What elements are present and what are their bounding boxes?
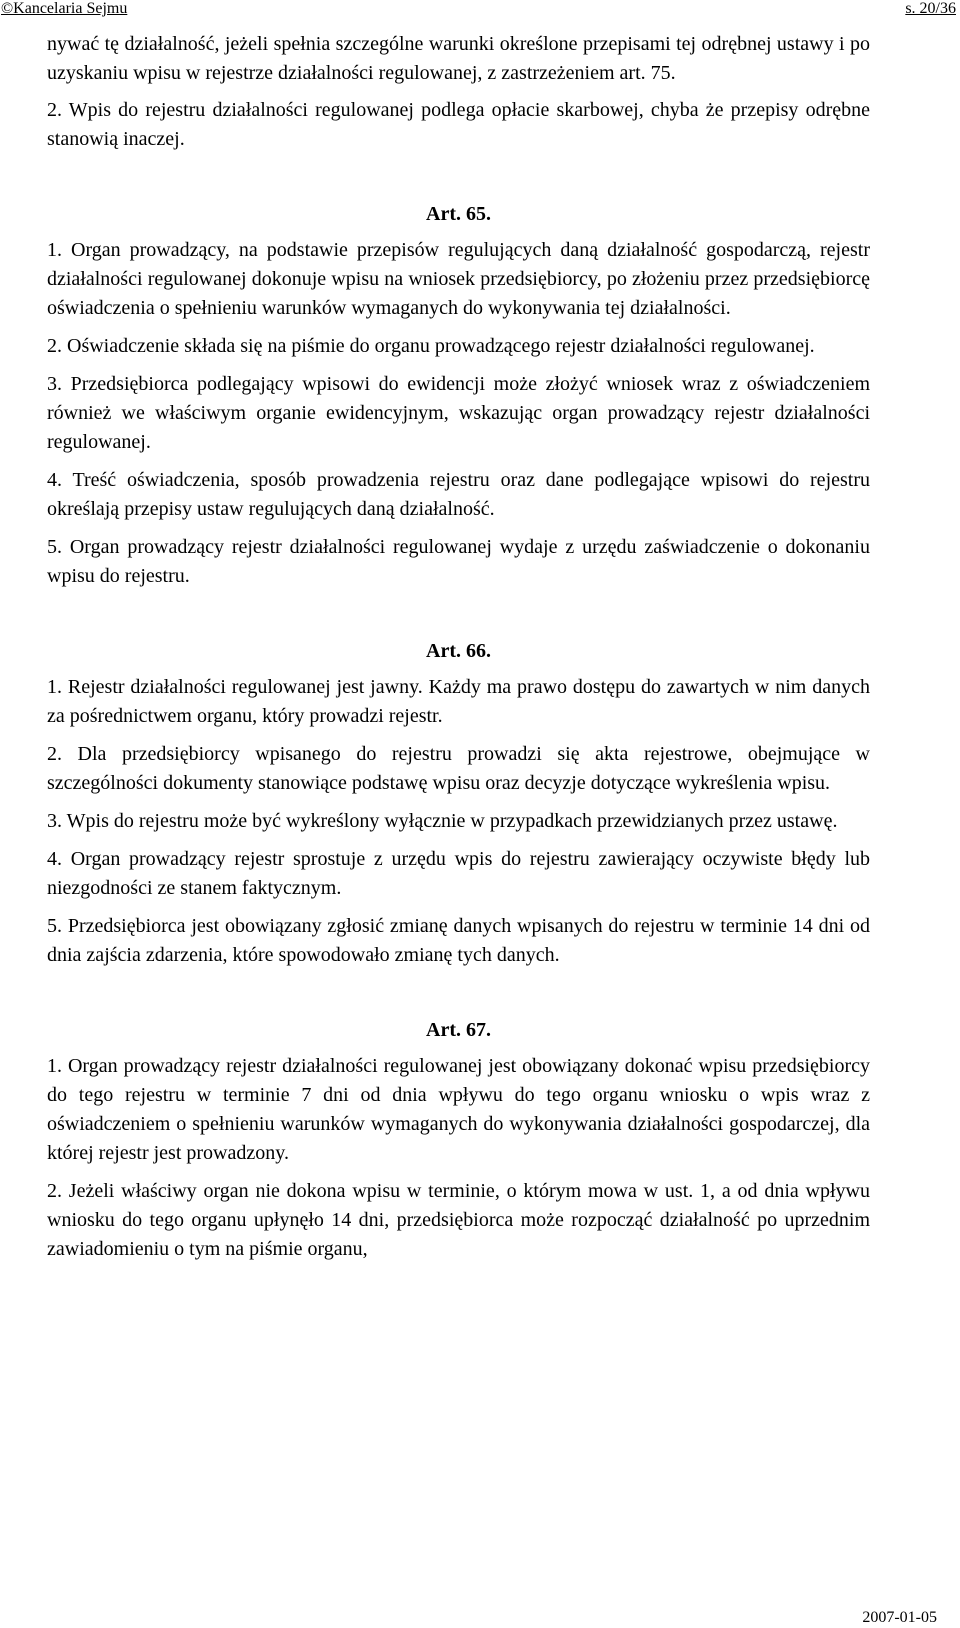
article-item: 4. Treść oświadczenia, sposób prowadzenia rejestru oraz dane podlegające wpisowi do rejestru określają przepisy ustaw regulujących daną działalność. bbox=[47, 469, 870, 520]
intro-paragraph-1: nywać tę działalność, jeżeli spełnia szczególne warunki określone przepisami tej odrębnej ustawy i po uzyskaniu wpisu w rejestrze działalności regulowanej, z zastrzeżeniem art. 75. bbox=[47, 33, 870, 84]
article-item: 3. Przedsiębiorca podlegający wpisowi do ewidencji może złożyć wniosek wraz z oświadczeniem również we właściwym organie ewidencyjnym, wskazując organ prowadzący rejestr działalności regulowanej. bbox=[47, 373, 870, 453]
article-item: 2. Oświadczenie składa się na piśmie do organu prowadzącego rejestr działalności regulowanej. bbox=[47, 335, 815, 357]
article-item: 2. Dla przedsiębiorcy wpisanego do rejestru prowadzi się akta rejestrowe, obejmujące w szczególności dokumenty stanowiące podstawę wpisu oraz decyzje dotyczące wykreślenia wpisu. bbox=[47, 743, 870, 794]
article-item: 5. Organ prowadzący rejestr działalności regulowanej wydaje z urzędu zaświadczenie o dokonaniu wpisu do rejestru. bbox=[47, 536, 870, 587]
article-67 bbox=[47, 1016, 870, 1264]
intro-paragraph-2: 2. Wpis do rejestru działalności regulowanej podlega opłacie skarbowej, chyba że przepisy odrębne stanowią inaczej. bbox=[47, 99, 870, 150]
article-item: 5. Przedsiębiorca jest obowiązany zgłosić zmianę danych wpisanych do rejestru w terminie 14 dni od dnia zajścia zdarzenia, które spowodowało zmianę tych danych. bbox=[47, 915, 870, 966]
article-title: Art. 66. bbox=[426, 640, 491, 662]
page-number: s. 20/36 bbox=[905, 0, 956, 17]
article-66 bbox=[47, 637, 870, 970]
article-title: Art. 65. bbox=[426, 203, 491, 225]
document-date: 2007-01-05 bbox=[862, 1609, 937, 1626]
article-item: 2. Jeżeli właściwy organ nie dokona wpisu w terminie, o którym mowa w ust. 1, a od dnia wpływu wniosku do tego organu upłynęło 14 dni, przedsiębiorca może rozpocząć działalność po uprzednim zawiadomieniu o tym na piśmie organu, bbox=[47, 1180, 870, 1260]
article-item: 1. Organ prowadzący rejestr działalności regulowanej jest obowiązany dokonać wpisu przedsiębiorcy do tego rejestru w terminie 7 dni od dnia wpływu do tego organu wniosku o wpis wraz z oświadczeniem o spełnieniu warunków wymaganych do wykonywania działalności gospodarczej, dla której rejestr jest prowadzony. bbox=[47, 1055, 870, 1164]
article-item: 1. Organ prowadzący, na podstawie przepisów regulujących daną działalność gospodarczą, rejestr działalności regulowanej dokonuje wpisu na wniosek przedsiębiorcy, po złożeniu przez przedsiębiorcę oświadczenia o spełnieniu warunków wymaganych do wykonywania tej działalności. bbox=[47, 239, 870, 319]
article-title: Art. 67. bbox=[426, 1019, 491, 1041]
copyright-label: ©Kancelaria Sejmu bbox=[1, 0, 128, 17]
article-65 bbox=[47, 200, 870, 591]
document-body bbox=[47, 30, 870, 1273]
page-header bbox=[0, 0, 960, 20]
article-item: 3. Wpis do rejestru może być wykreślony wyłącznie w przypadkach przewidzianych przez ustawę. bbox=[47, 810, 838, 832]
article-item: 4. Organ prowadzący rejestr sprostuje z urzędu wpis do rejestru zawierający oczywiste błędy lub niezgodności ze stanem faktycznym. bbox=[47, 848, 870, 899]
article-item: 1. Rejestr działalności regulowanej jest jawny. Każdy ma prawo dostępu do zawartych w nim danych za pośrednictwem organu, który prowadzi rejestr. bbox=[47, 676, 870, 727]
